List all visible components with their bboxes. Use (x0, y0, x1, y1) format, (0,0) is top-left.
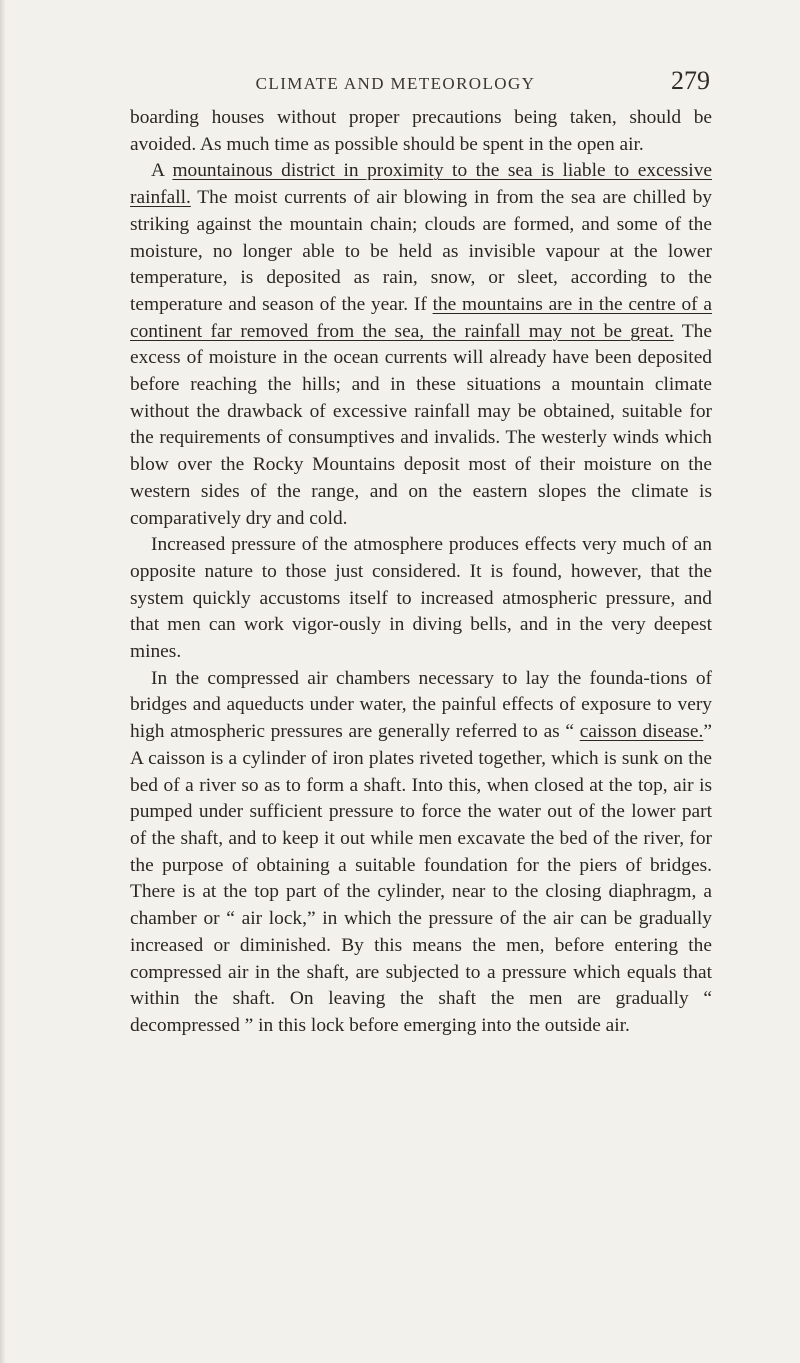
paragraph-continuation (130, 105, 712, 158)
page-number: 279 (671, 66, 710, 95)
paragraph-increased-pressure (130, 532, 712, 666)
paragraph-caisson-disease (130, 666, 712, 1040)
running-head-title: CLIMATE AND METEOROLOGY (255, 74, 536, 93)
page-edge (0, 0, 6, 1363)
underlined-passage: mountainous district in proximity to the sea is liable to excessive rainfall. (130, 160, 712, 209)
text-segment: The moist currents of air blowing in from the sea are chilled by striking against the mountain chain; clouds are formed, and some of the moisture, no longer able to be held as invisible vapour at the lower temperature, is deposited as rain, snow, or sleet, according to the temperature and season of the year. If (130, 187, 712, 315)
body-text (130, 105, 712, 1040)
text-segment: ” A caisson is a cylinder of iron plates riveted together, which is sunk on the bed of a river so as to form a shaft. Into this, when closed at the top, air is pumped under sufficient pressure to force the water out of the lower part of the shaft, and to keep it out while men excavate the bed of the river, for the purpose of obtaining a suitable foundation for the piers of bridges. There is at the top part of the cylinder, near to the closing diaphragm, a chamber or “ air lock,” in which the pressure of the air can be gradually increased or diminished. By this means the men, before entering the compressed air in the shaft, are subjected to a pressure which equals that within the shaft. On leaving the shaft the men are gradually “ decompressed ” in this lock before emerging into the outside air. (130, 721, 712, 1036)
underlined-passage: caisson disease. (579, 721, 704, 743)
paragraph-mountainous-district (130, 158, 712, 532)
text-segment: A (151, 160, 173, 182)
text-segment: Increased pressure of the atmosphere produces effects very much of an opposite nature to those just considered. It is found, however, that the system quickly accustoms itself to increased atmospheric pressure, and that men can work vigor-ously in diving bells, and in the very deepest mines. (130, 534, 712, 663)
running-head (130, 66, 710, 96)
text-segment: The excess of moisture in the ocean currents will already have been deposited before reaching the hills; and in these situations a mountain climate without the drawback of excessive rainfall may be obtained, suitable for the requirements of consumptives and invalids. The westerly winds which blow over the Rocky Mountains deposit most of their moisture on the western sides of the range, and on the eastern slopes the climate is comparatively dry and cold. (130, 320, 712, 529)
underlined-passage: the mountains are in the centre of a continent far removed from the sea, the rainfall may not be great. (130, 293, 712, 342)
text-segment: In the compressed air chambers necessary to lay the founda-tions of bridges and aqueducts under water, the painful effects of exposure to very high atmospheric pressures are generally referred to as “ (130, 667, 712, 743)
text-segment: boarding houses without proper precautions being taken, should be avoided. As much time as possible should be spent in the open air. (130, 107, 712, 155)
